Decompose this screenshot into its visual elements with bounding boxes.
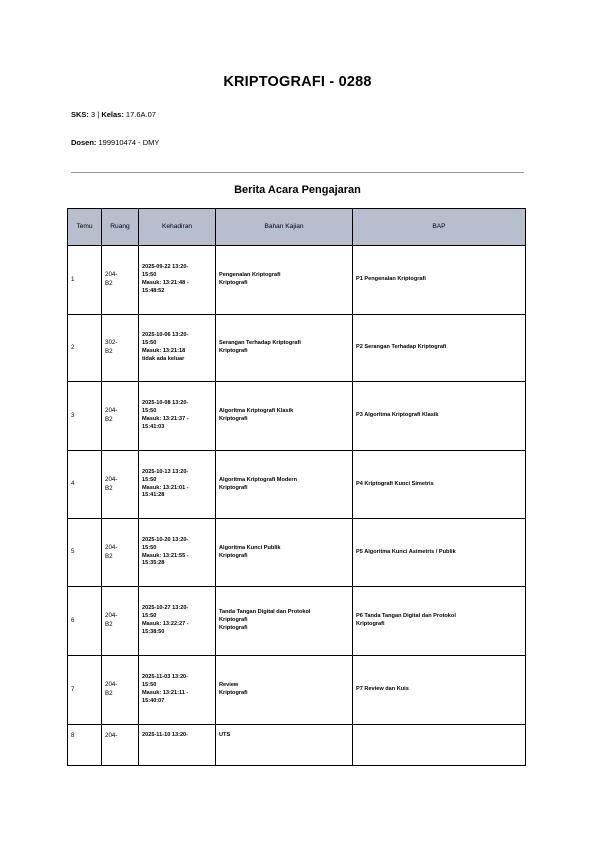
cell-line: 15:50 <box>142 613 157 620</box>
cell-ruang <box>102 519 139 587</box>
cell-line: B2 <box>105 552 113 560</box>
cell-temu: 2 <box>68 315 102 382</box>
cell-line: 204- <box>105 407 118 415</box>
cell-line: Pengenalan Kriptografi <box>219 272 281 279</box>
table-row <box>68 656 526 725</box>
cell-line: 15:41:03 <box>142 423 165 430</box>
cell-line: Masuk: 13:21:11 - <box>142 690 189 696</box>
column-header-ruang: Ruang <box>102 209 139 246</box>
cell-temu: 8 <box>68 725 102 766</box>
section-title: Berita Acara Pengajaran <box>234 184 361 196</box>
cell-ruang <box>102 315 139 382</box>
cell-bap <box>353 315 526 382</box>
cell-bap <box>353 587 526 656</box>
cell-line: Kriptografi <box>219 280 248 286</box>
cell-line: Kriptografi <box>219 624 248 631</box>
cell-line: Serangan Terhadap Kriptografi <box>219 340 301 347</box>
table-row <box>68 587 526 656</box>
cell-line: Kriptografi <box>219 690 248 696</box>
cell-line: 2025-10-06 13:20- <box>142 332 189 339</box>
cell-ruang <box>102 725 139 766</box>
cell-temu: 5 <box>68 519 102 587</box>
cell-line: 2025-10-13 13:20- <box>142 468 189 475</box>
cell-line: P7 Review dan Kuis <box>356 686 409 693</box>
cell-temu: 1 <box>68 246 102 315</box>
cell-bap <box>353 246 526 315</box>
cell-bahan-kajian <box>216 587 353 656</box>
lecturer-meta <box>71 138 159 147</box>
cell-temu: 7 <box>68 656 102 725</box>
table-body <box>68 246 526 766</box>
cell-line: Masuk: 13:21:01 - <box>142 484 189 491</box>
cell-line: B2 <box>105 621 113 628</box>
cell-line: P2 Serangan Terhadap Kriptografi <box>356 344 447 351</box>
cell-line: P6 Tanda Tangan Digital dan Protokol <box>356 613 456 620</box>
cell-temu: 4 <box>68 451 102 519</box>
cell-temu: 6 <box>68 587 102 656</box>
cell-line: 15:50 <box>142 682 157 689</box>
cell-kehadiran <box>139 451 216 519</box>
cell-line: 15:50 <box>142 476 157 483</box>
cell-line: Algoritma Kriptografi Klasik <box>219 408 294 415</box>
cell-line: 204- <box>105 475 118 483</box>
course-meta <box>71 110 156 119</box>
table-header-row <box>68 209 526 246</box>
cell-bap <box>353 725 526 766</box>
cell-kehadiran <box>139 246 216 315</box>
page-title: KRIPTOGRAFI - 0288 <box>223 74 372 90</box>
cell-bap <box>353 519 526 587</box>
table-row <box>68 451 526 519</box>
cell-line: P4 Kriptografi Kunci Simetris <box>356 480 434 487</box>
cell-line: 15:50 <box>142 544 157 551</box>
cell-line: 2025-10-08 13:20- <box>142 400 189 407</box>
cell-line: P3 Algoritma Kriptografi Klasik <box>356 412 439 419</box>
table-row <box>68 725 526 766</box>
cell-bap <box>353 382 526 451</box>
cell-line: Kriptografi <box>219 348 248 354</box>
cell-line: Review <box>219 682 239 689</box>
cell-line: Masuk: 13:21:37 - <box>142 416 189 422</box>
cell-line: 15:41:28 <box>142 492 165 499</box>
cell-bahan-kajian <box>216 246 353 315</box>
dosen-label: Dosen: <box>71 138 97 147</box>
cell-line: 204- <box>105 543 118 551</box>
cell-line: B2 <box>105 690 113 697</box>
cell-line: Kriptografi <box>219 552 248 559</box>
divider <box>71 172 524 173</box>
cell-line: 2025-10-20 13:20- <box>142 536 189 543</box>
cell-line: Masuk: 13:22:27 - <box>142 621 189 627</box>
cell-line: 2025-11-03 13:20- <box>142 674 189 681</box>
cell-line: 15:50 <box>142 272 157 279</box>
cell-line: P5 Algoritma Kunci Asimetris / Publik <box>356 548 456 555</box>
sks-value: 3 | <box>91 110 102 119</box>
cell-line: 2025-09-22 13:20- <box>142 264 189 271</box>
cell-line: B2 <box>105 348 113 355</box>
cell-ruang <box>102 587 139 656</box>
cell-bahan-kajian <box>216 725 353 766</box>
cell-bahan-kajian <box>216 656 353 725</box>
bap-table <box>67 208 526 766</box>
cell-line: 204- <box>105 612 118 620</box>
cell-line: 204- <box>105 681 118 689</box>
cell-line: Tanda Tangan Digital dan Protokol <box>219 609 311 616</box>
column-header-bap: BAP <box>353 209 526 246</box>
cell-kehadiran <box>139 519 216 587</box>
cell-line: P1 Pengenalan Kriptografi <box>356 276 426 283</box>
cell-line: 15:48:52 <box>142 287 165 294</box>
cell-kehadiran <box>139 587 216 656</box>
cell-kehadiran <box>139 382 216 451</box>
cell-kehadiran <box>139 725 216 766</box>
cell-line: Kriptografi <box>219 617 248 624</box>
cell-line: Algoritma Kunci Publik <box>219 544 281 551</box>
cell-bap <box>353 656 526 725</box>
cell-line: Masuk: 13:21:18 <box>142 348 186 354</box>
table-row <box>68 382 526 451</box>
cell-line: 204- <box>105 271 118 279</box>
column-header-temu: Temu <box>68 209 102 246</box>
cell-line: Kriptografi <box>219 416 248 422</box>
cell-line: 15:38:50 <box>142 628 165 635</box>
cell-ruang <box>102 656 139 725</box>
cell-line: tidak ada keluar <box>142 355 185 362</box>
cell-ruang <box>102 246 139 315</box>
cell-kehadiran <box>139 656 216 725</box>
cell-temu: 3 <box>68 382 102 451</box>
cell-line: 204- <box>105 732 118 739</box>
kelas-label: Kelas: <box>101 110 124 119</box>
cell-kehadiran <box>139 315 216 382</box>
cell-bahan-kajian <box>216 519 353 587</box>
kelas-value: 17.6A.07 <box>125 110 156 119</box>
cell-line: Masuk: 13:21:48 - <box>142 280 189 286</box>
cell-line: 15:35:28 <box>142 560 165 567</box>
cell-ruang <box>102 382 139 451</box>
dosen-value: 199910474 - DMY <box>98 138 160 147</box>
column-header-kehadiran: Kehadiran <box>139 209 216 246</box>
column-header-bahan-kajian: Bahan Kajian <box>216 209 353 246</box>
cell-line: 15:50 <box>142 340 157 347</box>
cell-line: Kriptografi <box>356 621 385 627</box>
cell-line: UTS <box>219 732 231 738</box>
sks-label: SKS: <box>71 110 89 119</box>
table-row <box>68 315 526 382</box>
cell-line: B2 <box>105 416 113 423</box>
cell-bahan-kajian <box>216 315 353 382</box>
cell-line: 2025-10-27 13:20- <box>142 605 189 612</box>
cell-line: 2025-11-10 13:20- <box>142 732 189 738</box>
cell-ruang <box>102 451 139 519</box>
cell-line: 302- <box>105 339 118 347</box>
cell-line: Kriptografi <box>219 484 248 491</box>
cell-line: 15:50 <box>142 408 157 415</box>
table-row <box>68 246 526 315</box>
cell-line: B2 <box>105 484 113 492</box>
cell-bap <box>353 451 526 519</box>
cell-line: Masuk: 13:21:55 - <box>142 552 189 559</box>
cell-bahan-kajian <box>216 382 353 451</box>
cell-line: 15:40:07 <box>142 697 165 704</box>
table-row <box>68 519 526 587</box>
cell-bahan-kajian <box>216 451 353 519</box>
cell-line: B2 <box>105 280 113 287</box>
cell-line: Algoritma Kriptografi Modern <box>219 476 298 483</box>
